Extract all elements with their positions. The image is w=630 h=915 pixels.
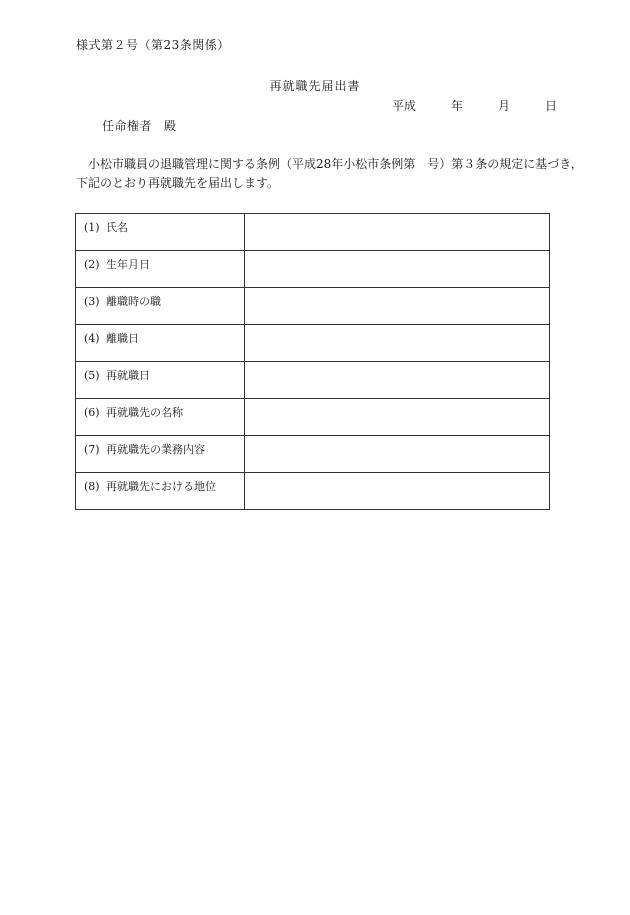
row-number: (3) (84, 295, 100, 308)
row-number: (4) (84, 332, 100, 345)
form-number: 様式第２号（第23条関係） (76, 38, 230, 52)
date-year-label: 年 (451, 99, 464, 113)
row-number: (1) (84, 221, 100, 234)
table-row (76, 436, 550, 473)
body-line-1: 小松市職員の退職管理に関する条例（平成28年小松市条例第 号）第３条の規定に基づき， (88, 157, 583, 171)
row-label: 再就職先における地位 (106, 480, 216, 493)
birthdate-field[interactable] (245, 251, 550, 288)
info-table (75, 213, 550, 510)
row-number: (6) (84, 406, 100, 419)
table-row (76, 325, 550, 362)
table-row (76, 399, 550, 436)
business-description-field[interactable] (245, 436, 550, 473)
row-label-cell (76, 362, 245, 399)
row-number: (2) (84, 258, 100, 271)
row-label: 再就職日 (106, 369, 150, 382)
row-label-cell (76, 436, 245, 473)
row-label: 氏名 (106, 221, 128, 234)
table-row (76, 214, 550, 251)
row-label-cell (76, 325, 245, 362)
row-label-cell (76, 214, 245, 251)
position-at-employer-field[interactable] (245, 473, 550, 510)
row-number: (7) (84, 443, 100, 456)
addressee (102, 117, 177, 134)
body-text (76, 155, 583, 193)
date-era: 平成 (392, 99, 417, 113)
addressee-name: 任命権者 (102, 119, 153, 133)
row-label-cell (76, 473, 245, 510)
body-line-2: 下記のとおり再就職先を届出します。 (76, 176, 280, 190)
row-number: (5) (84, 369, 100, 382)
table-row (76, 362, 550, 399)
reemployment-date-field[interactable] (245, 362, 550, 399)
date-day-label: 日 (545, 99, 558, 113)
table-row (76, 473, 550, 510)
retirement-date-field[interactable] (245, 325, 550, 362)
row-label-cell (76, 399, 245, 436)
name-field[interactable] (245, 214, 550, 251)
row-label-cell (76, 251, 245, 288)
row-label: 離職日 (106, 332, 139, 345)
row-label: 生年月日 (106, 258, 150, 271)
row-label: 再就職先の名称 (106, 406, 183, 419)
row-number: (8) (84, 480, 100, 493)
employer-name-field[interactable] (245, 399, 550, 436)
row-label-cell (76, 288, 245, 325)
addressee-honorific: 殿 (164, 119, 177, 133)
date-month-label: 月 (498, 99, 511, 113)
row-label: 再就職先の業務内容 (106, 443, 205, 456)
table-row (76, 288, 550, 325)
row-label: 離職時の職 (106, 295, 161, 308)
document-title: 再就職先届出書 (269, 79, 361, 93)
position-at-retirement-field[interactable] (245, 288, 550, 325)
table-row (76, 251, 550, 288)
